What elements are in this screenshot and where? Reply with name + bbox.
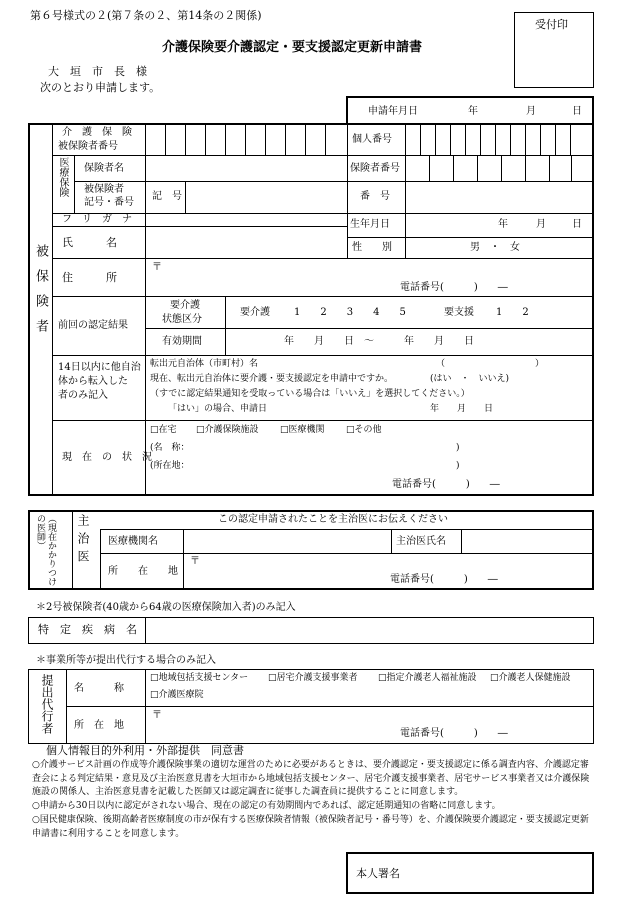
agent-phone-label: 電話番号( ) ― <box>400 728 508 739</box>
doctor-label: 主治医 <box>76 514 90 568</box>
transfer-label-2: 体から転入した <box>58 376 128 387</box>
consent-paragraph-3: ○国民健康保険、後期高齢者医療制度の市が保有する医療保険者情報（被保険者記号・番号等）を、介護保険要介護認定・要支援認定更新申請書に利用することを同意します。 <box>32 815 589 839</box>
name-label: 氏 名 <box>62 236 117 249</box>
insured-number-label-2: 被保険者番号 <box>58 141 118 152</box>
status-label: 現 在 の 状 況 <box>62 452 152 463</box>
medical-insurance-label: 医療保険 <box>57 157 68 197</box>
insured-symbol-label-2: 記号・番号 <box>84 197 134 208</box>
transfer-label-1: 14日以内に他自治 <box>58 362 141 373</box>
support-level-options[interactable]: 1 2 <box>496 307 529 318</box>
sex-options[interactable]: 男 ・ 女 <box>470 242 520 253</box>
birth-date-label: 生年月日 <box>350 219 390 230</box>
birth-day-label: 日 <box>572 219 582 230</box>
intro-text: 次のとおり申請します。 <box>40 81 161 94</box>
status-location-label: (所在地： <box>150 461 190 471</box>
previous-result-label: 前回の認定結果 <box>58 320 128 331</box>
care-level-label-2: 状態区分 <box>162 314 202 325</box>
page-title: 介護保険要介護認定・要支援認定更新申請書 <box>162 40 423 55</box>
transfer-label-3: 者のみ記入 <box>58 390 108 401</box>
agent-option-welfare[interactable]: □指定介護老人福祉施設 <box>378 673 477 683</box>
application-date-label: 申請年月日 <box>368 106 418 117</box>
doctor-phone-label: 電話番号( ) ― <box>390 574 498 585</box>
birth-year-label: 年 <box>498 219 508 230</box>
care-needed-label: 要介護 <box>240 307 270 318</box>
birth-month-label: 月 <box>536 219 546 230</box>
support-needed-label: 要支援 <box>444 307 474 318</box>
addressee: 大 垣 市 長 様 <box>48 65 147 78</box>
date-day-label: 日 <box>572 106 582 117</box>
status-option-care-facility[interactable]: □介護保険施設 <box>196 425 259 435</box>
insurer-name-label: 保険者名 <box>84 163 124 174</box>
validity-label: 有効期間 <box>162 336 202 347</box>
transfer-date-label: 「はい」の場合、申請日 <box>168 404 268 414</box>
agent-name-label: 名 称 <box>74 683 124 694</box>
receipt-stamp-box <box>514 12 594 88</box>
receipt-stamp-label: 受付印 <box>535 18 568 31</box>
consent-title: 個人情報目的外利用・外部提供 同意書 <box>46 744 244 757</box>
symbol-label: 記 号 <box>152 191 182 202</box>
doctor-name-label: 主治医氏名 <box>396 536 446 547</box>
application-date-box[interactable] <box>346 96 594 124</box>
sex-label: 性 別 <box>352 242 392 253</box>
status-phone-label: 電話番号( ) ― <box>392 479 500 490</box>
applicant-section-label: 被保険者 <box>33 244 48 344</box>
agent-option-home-care[interactable]: □居宅介護支援事業者 <box>268 673 358 683</box>
number-label: 番 号 <box>360 191 390 202</box>
transfer-date-field[interactable]: 年 月 日 <box>430 404 494 414</box>
address-label: 住 所 <box>62 271 117 284</box>
date-year-label: 年 <box>468 106 478 117</box>
disease-label: 特 定 疾 病 名 <box>38 623 137 636</box>
care-level-options[interactable]: 1 2 3 4 5 <box>294 307 406 318</box>
doctor-paren-label: （現在かかりつけの医師） <box>35 514 56 586</box>
care-level-label-1: 要介護 <box>170 300 200 311</box>
disease-note: ＊2号被保険者(40歳から64歳の医療保険加入者)のみ記入 <box>36 602 296 613</box>
insured-number-label-1: 介 護 保 険 <box>62 127 132 138</box>
doctor-notice: この認定申請されたことを主治医にお伝えください <box>218 514 448 525</box>
insurer-number-label: 保険者番号 <box>350 163 400 174</box>
status-option-home[interactable]: □在宅 <box>150 425 177 435</box>
signature-box[interactable] <box>346 852 594 894</box>
status-name-close: ) <box>456 443 460 453</box>
validity-range[interactable]: 年 月 日 〜 年 月 日 <box>284 336 474 347</box>
postal-mark: 〒 <box>152 262 162 273</box>
agent-option-medical-care[interactable]: □介護医療院 <box>150 690 204 700</box>
agent-postal-mark: 〒 <box>152 710 162 721</box>
transfer-municipality-field[interactable]: （ ） <box>436 359 545 369</box>
agent-option-community[interactable]: □地域包括支援センター <box>150 673 249 683</box>
form-number: 第６号様式の２(第７条の２、第14条の２関係) <box>30 9 262 22</box>
insured-symbol-label-1: 被保険者 <box>84 184 124 195</box>
furigana-label: フ リ ガ ナ <box>62 214 132 225</box>
transfer-municipality: 転出元自治体（市町村）名 <box>150 359 259 369</box>
transfer-note: （すでに認定結果通知を受取っている場合は「いいえ」を選択してください。） <box>150 389 470 399</box>
doctor-postal-mark: 〒 <box>190 556 200 567</box>
agent-note: ＊事業所等が提出代行する場合のみ記入 <box>36 655 216 666</box>
status-option-other[interactable]: □その他 <box>346 425 382 435</box>
transfer-yes-no[interactable]: (はい ・ いいえ) <box>430 374 510 384</box>
address-phone-label: 電話番号( ) ― <box>400 282 508 293</box>
agent-label: 提出代行者 <box>40 674 54 734</box>
date-month-label: 月 <box>526 106 536 117</box>
personal-number-label: 個人番号 <box>352 134 392 145</box>
agent-option-health[interactable]: □介護老人保健施設 <box>490 673 571 683</box>
institution-label: 医療機関名 <box>108 536 158 547</box>
status-name-label: (名 称： <box>150 443 190 453</box>
consent-paragraph-1: ○介護サービス計画の作成等介護保険事業の適切な運営のために必要があるときは、要介護認定・要支援認定に係る調査内容、介護認定審査会による判定結果・意見及び主治医意見書を大垣市から地域包括支援センター、居宅介護支援事業者、居宅サービス事業者又は介護保険施設の関係人、主治医意見書を記載した医師又は認定調査に従事した調査員に提供することに同意します。 <box>32 760 590 797</box>
status-location-close: ) <box>456 461 460 471</box>
doctor-location-label: 所 在 地 <box>108 566 178 577</box>
agent-location-label: 所 在 地 <box>74 720 124 731</box>
signature-label: 本人署名 <box>356 867 400 880</box>
status-option-medical[interactable]: □医療機関 <box>280 425 325 435</box>
consent-paragraph-2: ○申請から30日以内に認定がされない場合、現在の認定の有効期間内であれば、認定延期通知の省略に同意します。 <box>32 801 501 811</box>
transfer-question: 現在、転出元自治体に要介護・要支援認定を申請中ですか。 <box>150 374 394 384</box>
